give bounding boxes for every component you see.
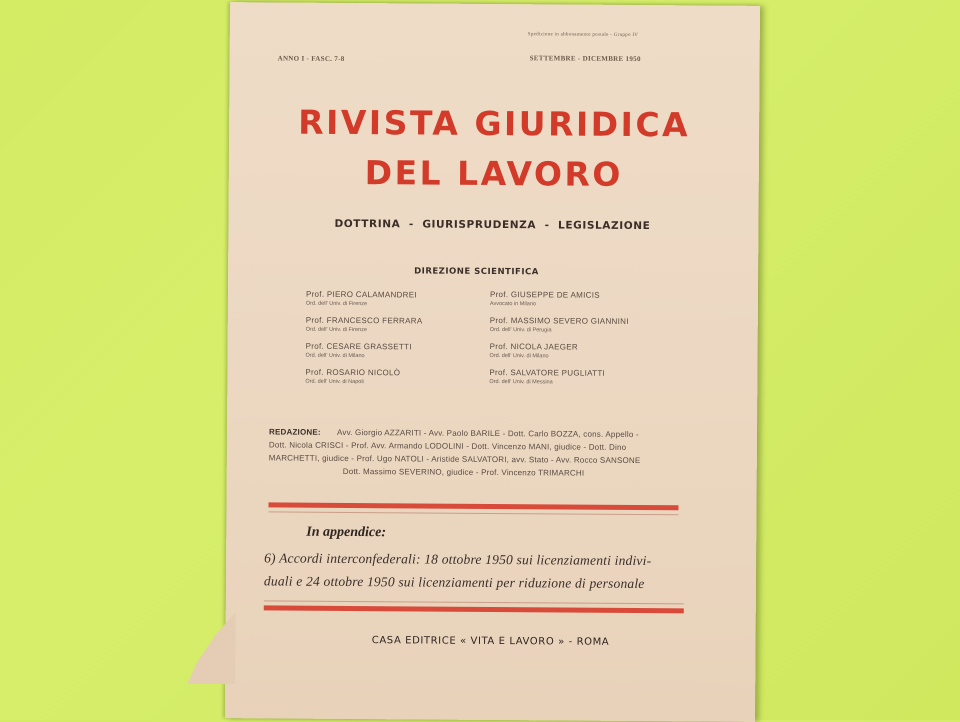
- redazione-line: Avv. Giorgio AZZARITI - Avv. Paolo BARILE - Dott. Carlo BOZZA, cons. Appello -: [336, 427, 639, 440]
- redazione-label: REDAZIONE:: [268, 427, 321, 437]
- professor-affiliation: Ord. dell' Univ. di Firenze: [305, 326, 367, 334]
- professor-affiliation: Ord. dell' Univ. di Messina: [489, 378, 553, 386]
- professor-name: Prof. GIUSEPPE DE AMICIS: [489, 289, 600, 300]
- appendix-line: duali e 24 ottobre 1950 sui licenziamenti per riduzione di personale: [263, 573, 645, 592]
- professor-affiliation: Ord. dell' Univ. di Napoli: [305, 378, 364, 386]
- appendix-line: 6) Accordi interconfederali: 18 ottobre 1950 sui licenziamenti indivi-: [264, 550, 652, 569]
- professor-affiliation: Ord. dell' Univ. di Milano: [489, 352, 549, 360]
- redazione-line: Dott. Massimo SEVERINO, giudice - Prof. Vincenzo TRIMARCHI: [342, 466, 585, 478]
- professor-affiliation: Ord. dell' Univ. di Firenze: [305, 300, 368, 308]
- issue-number: ANNO I - FASC. 7-8: [277, 54, 345, 63]
- title-line-1: RIVISTA GIURIDICA: [298, 102, 691, 145]
- redazione-line: MARCHETTI, giudice - Prof. Ugo NATOLI - Aristide SALVATORI, avv. Stato - Avv. Rocco SANSONE: [268, 453, 641, 466]
- professor-name: Prof. CESARE GRASSETTI: [305, 341, 412, 352]
- professor-name: Prof. SALVATORE PUGLIATTI: [489, 367, 606, 378]
- professor-name: Prof. MASSIMO SEVERO GIANNINI: [489, 315, 629, 326]
- mailing-note: Spedizione in abbonamento postale - Gruppo IV: [527, 32, 639, 39]
- direzione-heading: DIREZIONE SCIENTIFICA: [414, 266, 539, 278]
- professor-name: Prof. ROSARIO NICOLÒ: [305, 367, 401, 378]
- professor-affiliation: Avvocato in Milano: [489, 300, 536, 308]
- issue-date: SETTEMBRE - DICEMBRE 1950: [529, 54, 641, 64]
- torn-spine-corner: [187, 612, 236, 684]
- publisher: CASA EDITRICE « VITA E LAVORO » - ROMA: [371, 635, 610, 648]
- redazione-line: Dott. Nicola CRISCI - Prof. Avv. Armando LODOLINI - Dott. Vincenzo MANI, giudice - Dott. Dino: [268, 440, 627, 452]
- red-rule-bottom: [264, 605, 684, 613]
- thin-rule-top: [268, 511, 678, 515]
- thin-rule-bottom: [264, 600, 684, 604]
- red-rule-top: [268, 502, 678, 510]
- subtitle: DOTTRINA - GIURISPRUDENZA - LEGISLAZIONE: [334, 217, 651, 233]
- professor-name: Prof. NICOLA JAEGER: [489, 341, 579, 352]
- professor-affiliation: Ord. dell' Univ. di Milano: [305, 352, 365, 360]
- professor-name: Prof. PIERO CALAMANDREI: [305, 289, 417, 300]
- appendix-heading: In appendice:: [306, 524, 387, 541]
- magazine-cover: [225, 2, 760, 722]
- title-line-2: DEL LAVORO: [364, 153, 624, 194]
- professor-affiliation: Ord. dell' Univ. di Perugia: [489, 326, 552, 334]
- professor-name: Prof. FRANCESCO FERRARA: [305, 315, 423, 326]
